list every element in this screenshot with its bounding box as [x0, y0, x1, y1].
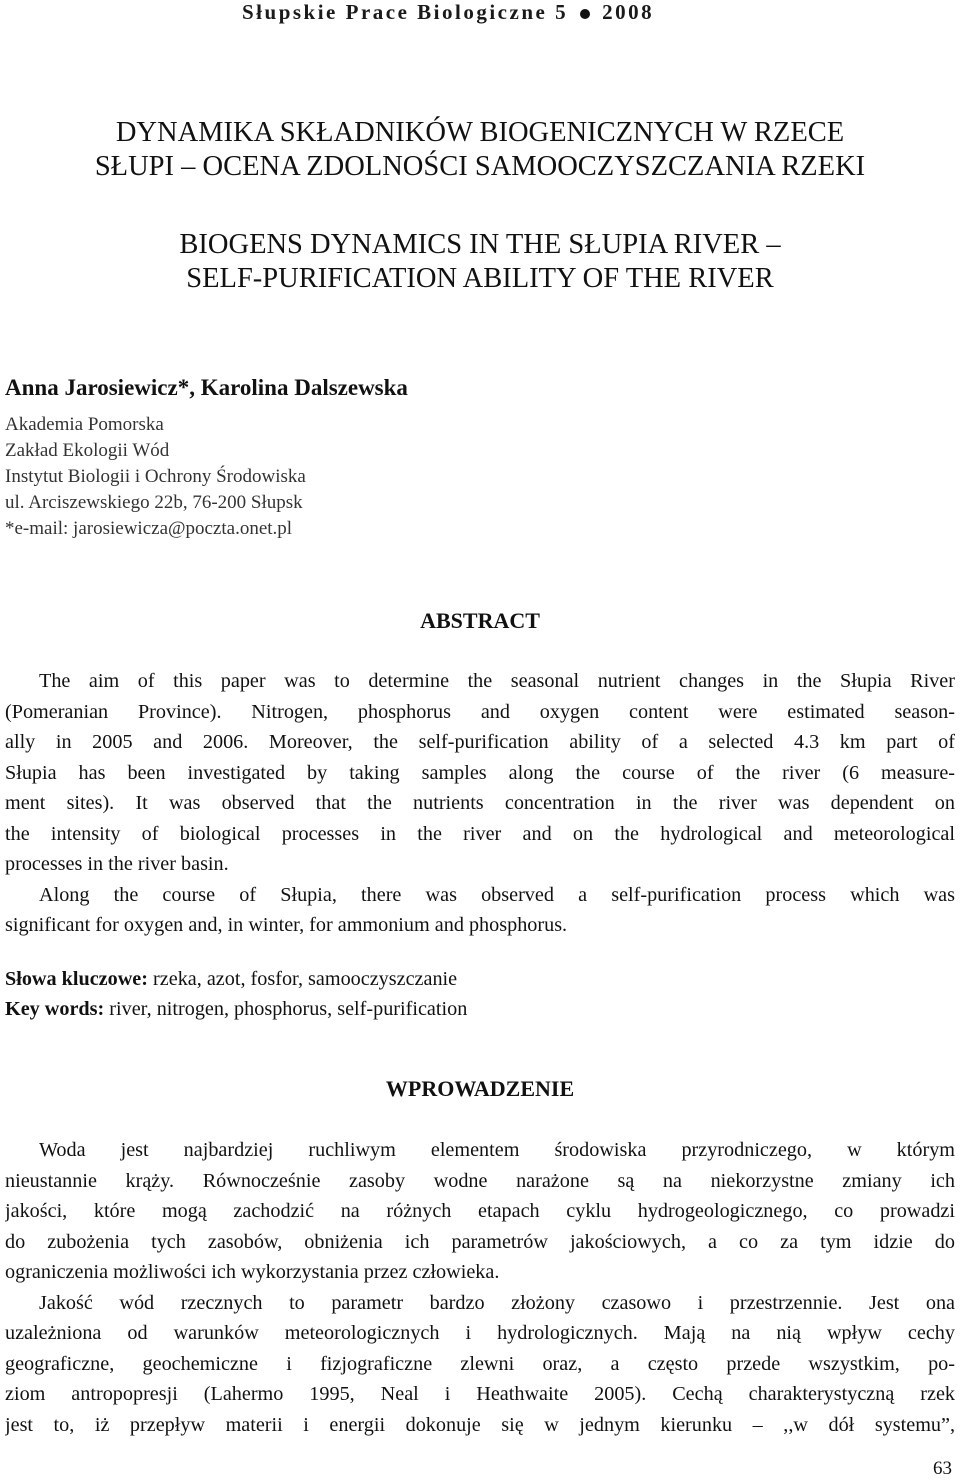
introduction-line: ziom antropopresji (Lahermo 1995, Neal i Heathwaite 2005). Cechą charakterystyczną rzek: [5, 1383, 955, 1405]
journal-name: Słupskie Prace Biologiczne 5: [242, 0, 569, 24]
abstract-line: (Pomeranian Province). Nitrogen, phosphorus and oxygen content were estimated season-: [5, 700, 955, 723]
abstract-line: Słupia has been investigated by taking samples along the course of the river (6 measure-: [5, 761, 955, 784]
introduction-body: [5, 1135, 955, 1440]
keywords-english-value: river, nitrogen, phosphorus, self-purification: [104, 998, 468, 1020]
keywords-polish: [5, 968, 457, 991]
title-english: [0, 228, 960, 296]
keywords-polish-value: rzeka, azot, fosfor, samooczyszczanie: [148, 968, 458, 990]
affiliation-email: *e-mail: jarosiewicza@poczta.onet.pl: [5, 518, 293, 539]
introduction-line: Woda jest najbardziej ruchliwym elementem środowiska przyrodniczego, w którym: [39, 1139, 955, 1161]
abstract-body: [5, 666, 955, 941]
affiliation-line: Instytut Biologii i Ochrony Środowiska: [5, 466, 306, 487]
abstract-line: ally in 2005 and 2006. Moreover, the self-purification ability of a selected 4.3 km part of: [5, 731, 955, 753]
introduction-line: uzależniona od warunków meteorologicznych i hydrologicznych. Mają na nią wpływ cechy: [5, 1322, 955, 1344]
introduction-line: nieustannie krąży. Równocześnie zasoby wodne narażone są na niekorzystne zmiany ich: [5, 1169, 955, 1192]
introduction-line: ograniczenia możliwości ich wykorzystania przez człowieka.: [5, 1261, 500, 1283]
abstract-heading: ABSTRACT: [420, 608, 540, 633]
introduction-line: Jakość wód rzecznych to parametr bardzo złożony czasowo i przestrzennie. Jest ona: [39, 1291, 955, 1314]
keywords-english-label: Key words:: [5, 998, 105, 1020]
journal-year: 2008: [602, 0, 655, 24]
introduction-heading: WPROWADZENIE: [385, 1076, 575, 1101]
affiliation-line: ul. Arciszewskiego 22b, 76-200 Słupsk: [5, 492, 303, 513]
abstract-line: The aim of this paper was to determine the seasonal nutrient changes in the Słupia River: [39, 670, 955, 692]
page-number: 63: [933, 1458, 952, 1479]
title-polish: [0, 116, 960, 184]
authors: Anna Jarosiewicz*, Karolina Dalszewska: [5, 375, 408, 400]
abstract-line: ment sites). It was observed that the nutrients concentration in the river was dependent on: [5, 792, 955, 814]
abstract-line: processes in the river basin.: [5, 853, 229, 875]
introduction-line: jakości, które mogą zachodzić na różnych etapach cyklu hydrogeologicznego, co prowadzi: [5, 1200, 955, 1222]
abstract-line: Along the course of Słupia, there was observed a self-purification process which was: [39, 883, 955, 906]
introduction-line: jest to, iż przepływ materii i energii dokonuje się w jednym kierunku – ,,w dół systemu”,: [5, 1413, 955, 1436]
title-polish-line-1: DYNAMIKA SKŁADNIKÓW BIOGENICZNYCH W RZECE: [115, 117, 845, 148]
keywords-english: [5, 998, 467, 1021]
title-english-line-2: SELF-PURIFICATION ABILITY OF THE RIVER: [186, 263, 774, 294]
keywords-polish-label: Słowa kluczowe:: [5, 968, 148, 990]
affiliation-line: Akademia Pomorska: [5, 414, 164, 435]
bullet-dot-icon: [580, 9, 590, 19]
title-english-line-1: BIOGENS DYNAMICS IN THE SŁUPIA RIVER –: [179, 229, 781, 260]
affiliation-line: Zakład Ekologii Wód: [5, 440, 170, 461]
journal-header: [242, 0, 654, 25]
affiliation: [5, 413, 306, 543]
introduction-line: geograficzne, geochemiczne i fizjograficzne zlewni oraz, a często przede wszystkim, po-: [5, 1352, 955, 1375]
title-polish-line-2: SŁUPI – OCENA ZDOLNOŚCI SAMOOCZYSZCZANIA RZEKI: [94, 151, 866, 182]
abstract-line: the intensity of biological processes in the river and on the hydrological and meteorological: [5, 822, 955, 845]
abstract-line: significant for oxygen and, in winter, for ammonium and phosphorus.: [5, 914, 568, 936]
introduction-line: do zubożenia tych zasobów, obniżenia ich parametrów jakościowych, a co za tym idzie do: [5, 1230, 955, 1253]
